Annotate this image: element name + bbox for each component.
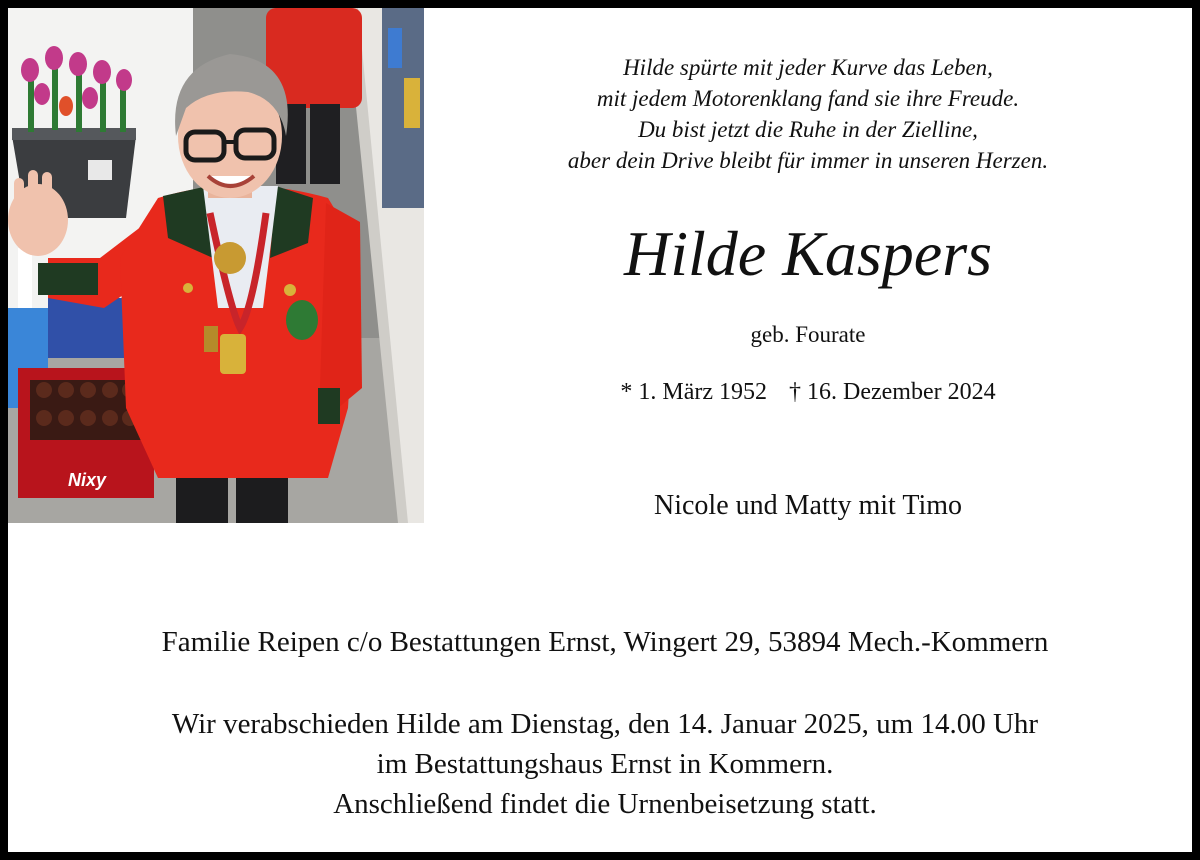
mourners: Nicole und Matty mit Timo: [653, 490, 963, 521]
death-date: † 16. Dezember 2024: [789, 379, 996, 405]
birth-date: * 1. März 1952: [620, 379, 768, 405]
poem-line: Du bist jetzt die Ruhe in der Zielline,: [638, 117, 978, 142]
ceremony-line: Anschließend findet die Urnenbeisetzung statt.: [333, 788, 877, 820]
obituary-card: [8, 8, 1192, 852]
contact-address: Familie Reipen c/o Bestattungen Ernst, Wingert 29, 53894 Mech.-Kommern: [161, 626, 1049, 658]
portrait-photo-icon: [8, 8, 424, 523]
crate-logo: Nixy: [68, 470, 107, 490]
ceremony-line: im Bestattungshaus Ernst in Kommern.: [376, 748, 834, 780]
maiden-name: geb. Fourate: [750, 322, 866, 347]
ceremony-line: Wir verabschieden Hilde am Dienstag, den 14. Januar 2025, um 14.00 Uhr: [171, 708, 1039, 740]
poem-line: aber dein Drive bleibt für immer in unseren Herzen.: [567, 148, 1049, 173]
poem-line: Hilde spürte mit jeder Kurve das Leben,: [623, 55, 993, 80]
ceremony-info: [8, 704, 1192, 824]
poem-line: mit jedem Motorenklang fand sie ihre Freude.: [596, 86, 1020, 111]
life-dates: [458, 376, 1158, 408]
portrait-photo: [8, 8, 424, 523]
poem: [458, 52, 1158, 176]
deceased-name: Hilde Kaspers: [624, 218, 992, 289]
